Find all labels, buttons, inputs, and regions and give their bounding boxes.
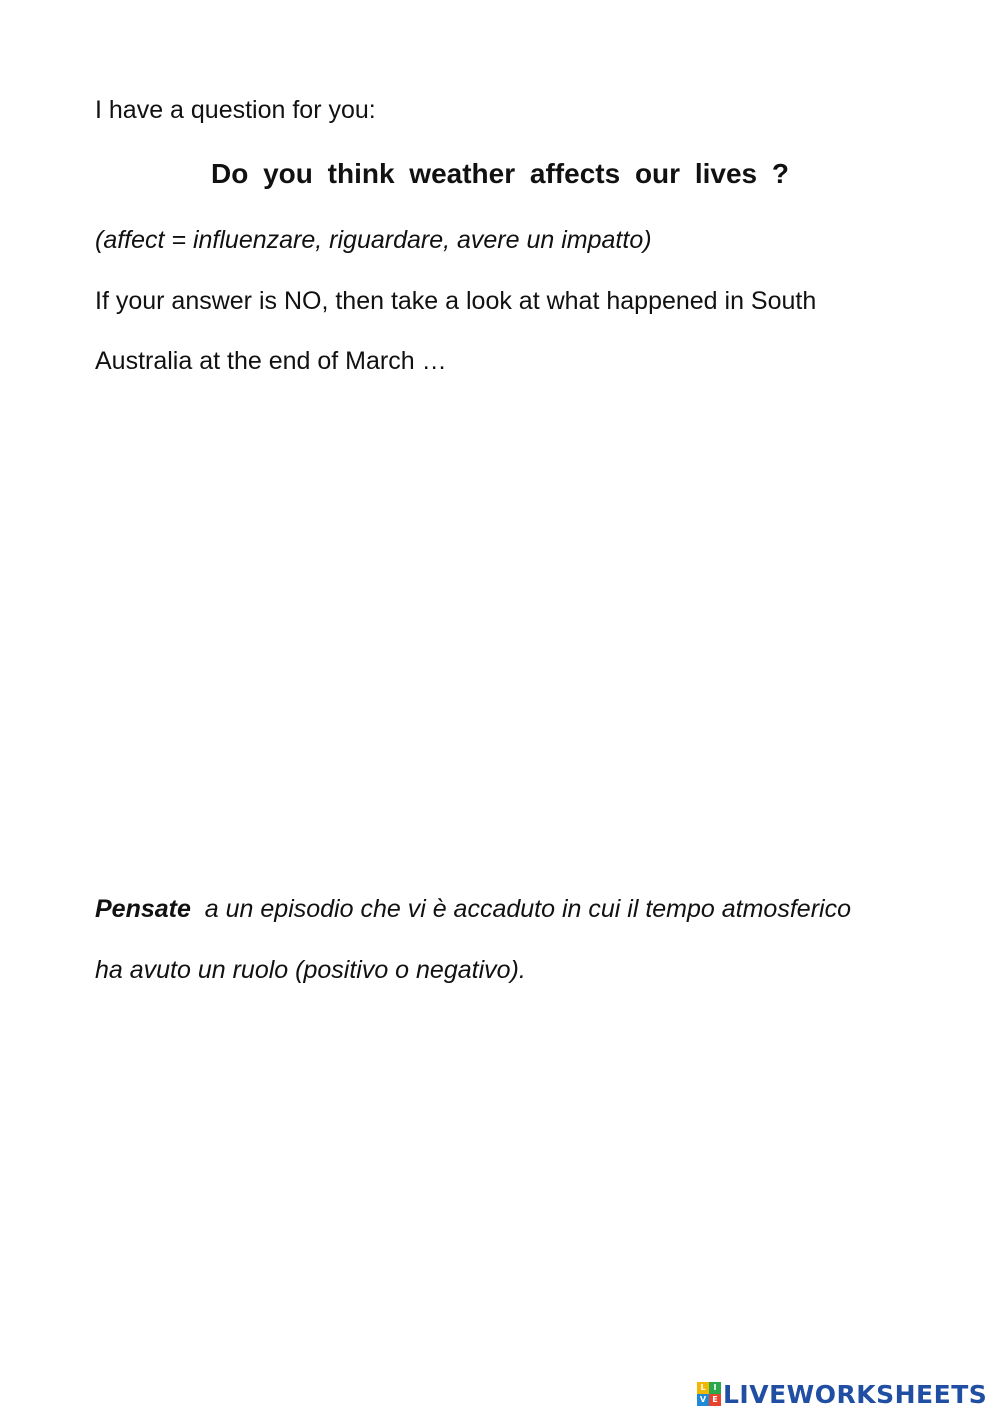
- logo-letter-e: E: [709, 1394, 721, 1406]
- task-line-2: ha avuto un ruolo (positivo o negativo).: [95, 956, 526, 984]
- logo-letter-v: V: [697, 1394, 709, 1406]
- logo-letter-l: L: [697, 1382, 709, 1394]
- task-line-1: [95, 894, 851, 924]
- answer-line-1: If your answer is NO, then take a look at what happened in South: [95, 287, 817, 315]
- question-heading: Do you think weather affects our lives ?: [210, 158, 789, 189]
- intro-text: I have a question for you:: [95, 96, 376, 124]
- liveworksheets-logo[interactable]: [697, 1377, 987, 1411]
- answer-line-2: Australia at the end of March …: [95, 347, 447, 375]
- gloss-text: (affect = influenzare, riguardare, avere un impatto): [95, 226, 652, 254]
- logo-mark-icon: [697, 1382, 721, 1406]
- logo-letter-i: I: [709, 1382, 721, 1394]
- logo-text: LIVEWORKSHEETS: [723, 1379, 988, 1409]
- task-line-1-rest: a un episodio che vi è accaduto in cui il tempo atmosferico: [190, 895, 851, 923]
- task-bold-word: Pensate: [95, 895, 191, 923]
